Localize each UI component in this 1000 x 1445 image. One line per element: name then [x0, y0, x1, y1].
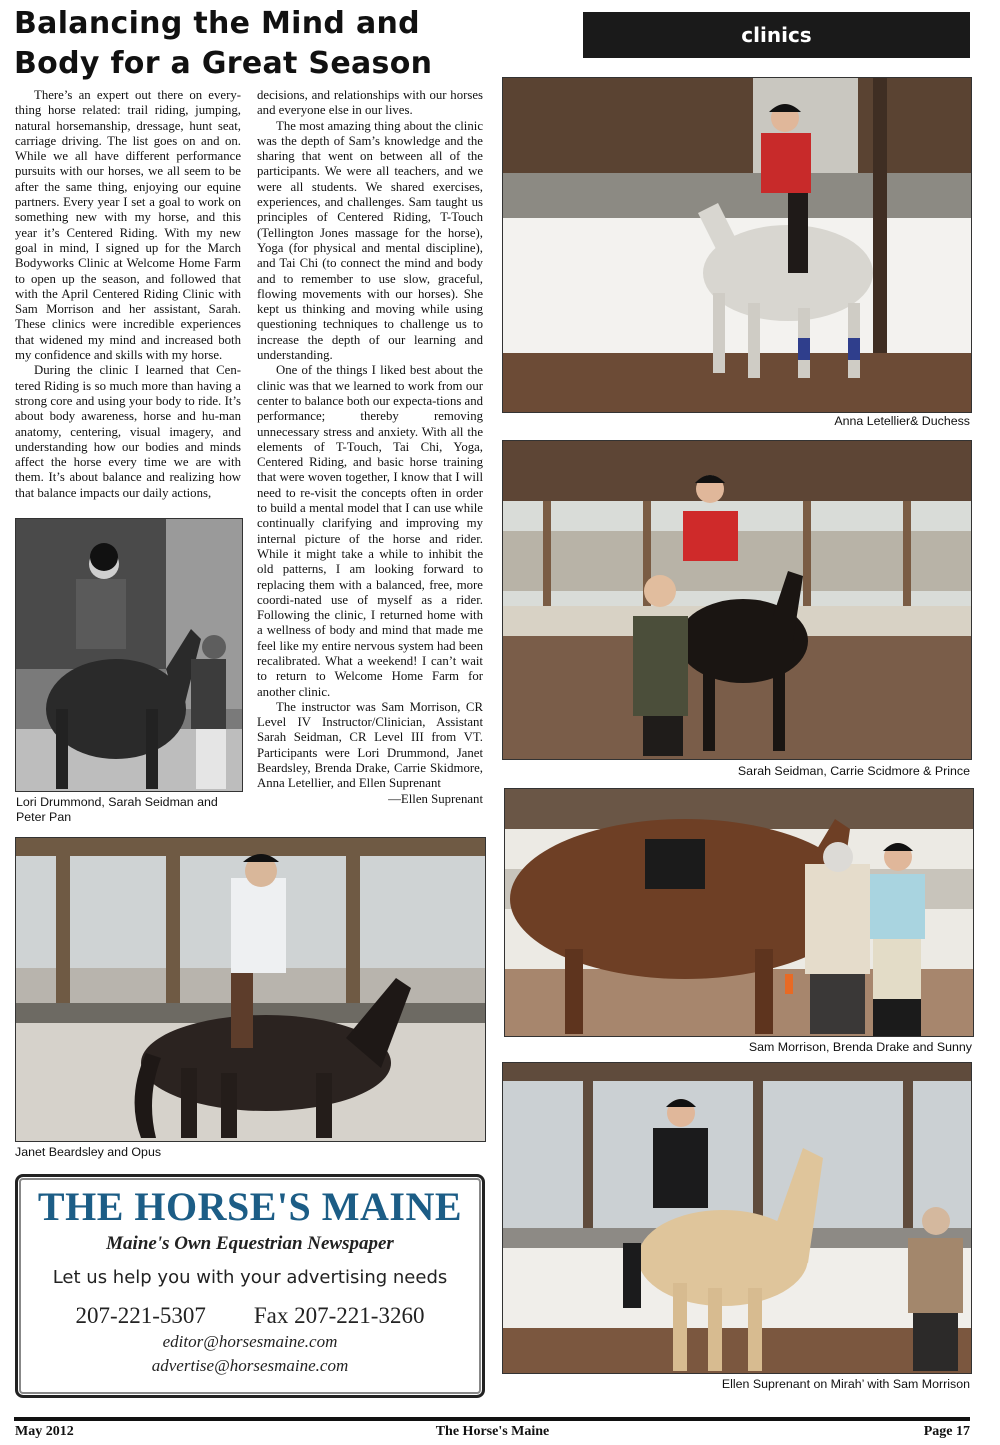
photo-lori-drummond [15, 518, 243, 792]
article-column-1 [15, 88, 241, 501]
footer-divider [14, 1417, 970, 1421]
photo-caption: Sam Morrison, Brenda Drake and Sunny [748, 1040, 972, 1054]
ad-fax: Fax 207-221-3260 [253, 1303, 425, 1328]
photo-caption: Sarah Seidman, Carrie Scidmore & Prince [737, 764, 970, 778]
photo-caption: Janet Beardsley and Opus [15, 1145, 162, 1159]
footer-date: May 2012 [15, 1424, 74, 1439]
article-paragraph: One of the things I liked best about the clinic was that we learned to work from our center to balance both our expecta-tions and performance; thereby removing unnecessary stress and anxiety. With all the elements of T-Touch, Tai Chi, Yoga, Centered Riding, and basic horse training that were woven together, I know that I will need to re-visit the concepts often in order to build a mental model that I can use while continually clarifying and improving my internal picture of the horse and rider. While it might take a while to inhibit the old patterns, I am looking forward to replacing them with a balanced, free, more coordi-nated use of myself as a rider. Following the clinic, I returned home with a wellness of body and mind that made me feel like my entire nervous system had been recalibrated. What a weekend! I can’t wait to return to Welcome Home Farm for another clinic. [257, 363, 483, 699]
article-paragraph: The most amazing thing about the clinic was the depth of Sam’s knowledge and the sharing that went on between all of the participants. We were all teachers, and we were all students. We shared exercises, experiences, and challenges. Sam taught us principles of Centered Riding, T-Touch (Tellington Jones massage for the horse), Yoga (for physical and mental discipline), and Tai Chi (to connect the mind and body and to remember to use slow, graceful, flowing movements with our horses). She kept us thinking and moving while using questioning techniques to challenge us to increase the depth of our learning and understanding. [257, 118, 483, 363]
footer-page-number: Page 17 [923, 1424, 970, 1439]
article-signature: —Ellen Suprenant [388, 791, 483, 806]
ad-tagline: Let us help you with your advertising needs [52, 1267, 448, 1288]
article-paragraph: During the clinic I learned that Cen-tered Riding is so much more than having a strong core and using your body to ride. It’s about body awareness, horse and hu-man anatomy, centering, visual imagery, and understanding how our bodies and minds affect the horse every time we are with them. It’s about balance and realizing how that balance impacts our daily actions, [15, 363, 241, 500]
article-paragraph: There’s an expert out there on every-thing horse related: trail riding, jumping, natural horsemanship, dressage, hunt seat, carriage driving. The list goes on and on. While we all have different performance pursuits with our horses, we all seem to be after the same thing, enjoying our equine partners. Every year I set a goal to work on something new with my horse, and this year it’s Centered Riding. With my new goal in mind, I signed up for the March Bodyworks Clinic at Welcome Home Farm to open up the season, and followed that with the April Centered Riding Clinic with Sam Morrison and her assistant, Sarah. These clinics were incredible experiences that widened my mind and increased both my confidence and skills with my horse. [15, 88, 241, 363]
photo-sarah-seidman [502, 440, 972, 760]
ad-contact-numbers [18, 1303, 482, 1329]
photo-caption: Anna Letellier& Duchess [834, 414, 970, 428]
photo-caption: Ellen Suprenant on Mirah’ with Sam Morrison [721, 1377, 970, 1391]
advertisement-box [15, 1174, 485, 1398]
footer-publication: The Horse's Maine [435, 1424, 550, 1439]
article-headline: Balancing the Mind and Body for a Great Season [14, 6, 433, 81]
article-column-2 [257, 88, 483, 807]
photo-caption: Lori Drummond, Sarah Seidman and Peter Pan [16, 795, 218, 824]
ad-email-editor[interactable]: editor@horsesmaine.com [162, 1332, 338, 1351]
ad-phone: 207-221-5307 [75, 1303, 206, 1328]
photo-ellen-suprenant [502, 1062, 972, 1374]
photo-janet-beardsley [15, 837, 486, 1142]
article-paragraph: The instructor was Sam Morrison, CR Level IV Instructor/Clinician, Assistant Sarah Seidman, CR Level III from VT. Participants were Lori Drummond, Janet Beardsley, Brenda Drake, Carrie Skidmore, Anna Letellier, and Ellen Suprenant [257, 699, 483, 791]
photo-anna-letellier [502, 77, 972, 413]
photo-sam-morrison [504, 788, 974, 1037]
article-paragraph: decisions, and relationships with our horses and everyone else in our lives. [257, 88, 483, 118]
ad-email-advertise[interactable]: advertise@horsesmaine.com [151, 1356, 349, 1375]
ad-title: THE HORSE'S MAINE [37, 1184, 463, 1229]
ad-subtitle: Maine's Own Equestrian Newspaper [106, 1233, 394, 1254]
section-banner: clinics [583, 12, 970, 58]
